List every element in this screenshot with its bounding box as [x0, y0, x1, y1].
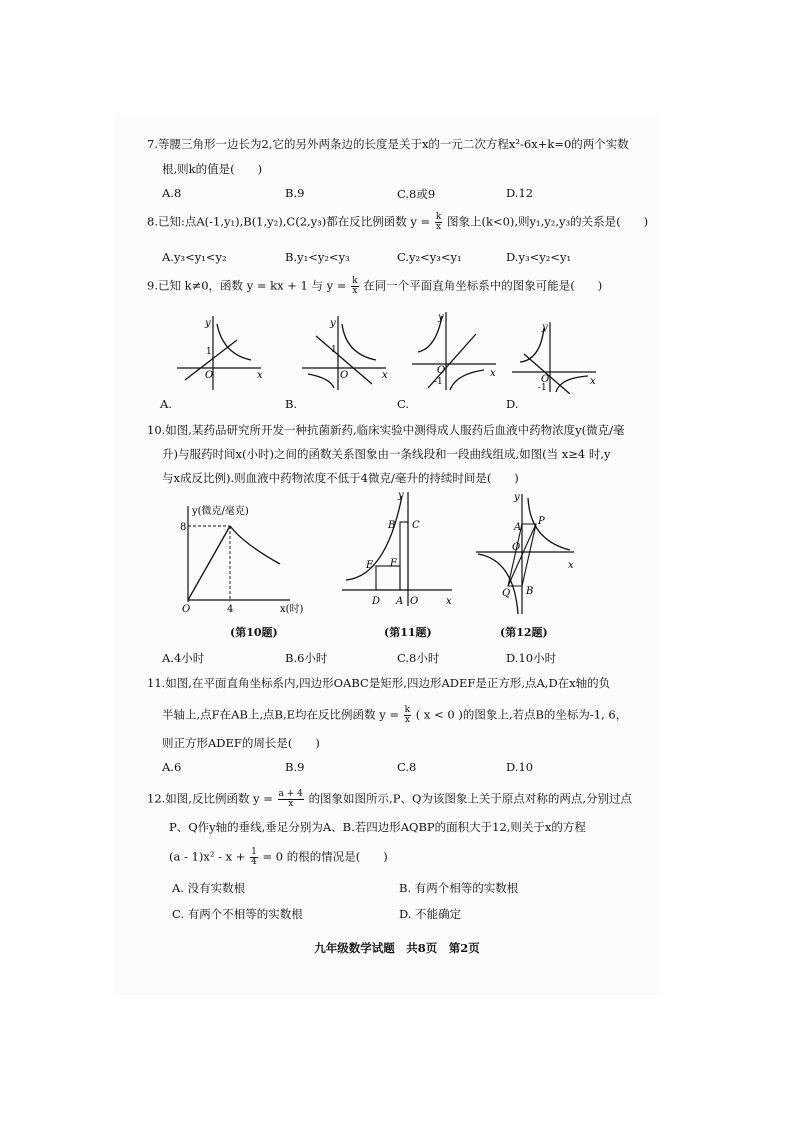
- fig11-caption: (第11题): [384, 626, 432, 639]
- q7-option-c[interactable]: C.8或9: [397, 187, 436, 201]
- q12-fraction: [278, 790, 304, 809]
- q12-frac2-num: 1: [251, 847, 257, 857]
- q11-line-2-pre: 半轴上,点F在AB上,点B,E均在反比例函数 y =: [162, 707, 399, 722]
- q10-line-1: 10.如图,某药品研究所开发一种抗菌新药,临床实验中测得成人服药后血液中药物浓度y(微克/毫: [147, 423, 625, 437]
- label-d: D: [372, 596, 381, 607]
- fig10-caption: (第10题): [230, 626, 278, 639]
- label-o: O: [410, 596, 419, 607]
- label-y: y: [398, 490, 404, 501]
- q12-option-c[interactable]: C. 有两个不相等的实数根: [172, 907, 303, 921]
- label-x: x: [446, 596, 452, 607]
- fig10-origin: O: [182, 604, 191, 615]
- label-x: x: [568, 560, 574, 571]
- linear-segment: [188, 526, 230, 600]
- q9-stem-post: 在同一个平面直角坐标系中的图象可能是( ): [363, 278, 603, 293]
- square-adef: [376, 566, 400, 590]
- y-label: y: [330, 318, 336, 329]
- q10-option-a[interactable]: A.4小时: [162, 651, 205, 665]
- q9-frac-num: k: [352, 276, 358, 286]
- hyperbola-branch-2: [308, 374, 334, 388]
- q11-line-1: 11.如图,在平面直角坐标系内,四边形OABC是矩形,四边形ADEF是正方形,点A,D在x轴的负: [147, 676, 611, 690]
- q12-frac-num: a + 4: [278, 789, 303, 799]
- figure-11: [340, 486, 465, 616]
- y-label: y: [542, 322, 548, 333]
- q7-option-a[interactable]: A.8: [162, 186, 182, 200]
- q11-fraction: [404, 706, 411, 725]
- label-b: B: [526, 586, 534, 597]
- figure-12: [474, 488, 586, 618]
- label-e: E: [366, 560, 374, 571]
- q12-option-b[interactable]: B. 有两个相等的实数根: [399, 881, 519, 895]
- label-y: y: [514, 492, 520, 503]
- q8-frac-den: x: [436, 222, 442, 232]
- q9-fraction: [351, 277, 358, 296]
- q8-option-b[interactable]: B.y₁<y₂<y₃: [285, 250, 350, 264]
- q11-frac-num: k: [404, 705, 411, 715]
- q11-line-3: 则正方形ADEF的周长是( ): [162, 736, 320, 750]
- rectangle-oabc: [400, 522, 408, 590]
- x-label: x: [590, 376, 596, 387]
- q9-stem-pre: 9.已知 k≠0，函数 y = kx + 1 与 y =: [147, 278, 347, 293]
- label-a: A: [514, 522, 522, 533]
- q12-line-2: P、Q作y轴的垂线,垂足分别为A、B.若四边形AQBP的面积大于12,则关于x的方程: [169, 820, 586, 834]
- q10-option-d[interactable]: D.10小时: [506, 651, 557, 665]
- q9-graph-a: [175, 312, 265, 392]
- tick-label: -1: [538, 383, 547, 393]
- q12-line-3-post: = 0 的根的情况是( ): [262, 849, 388, 864]
- x-label: x: [490, 368, 496, 379]
- q9-option-a[interactable]: A.: [160, 397, 172, 411]
- label-a: A: [396, 596, 404, 607]
- q9-graph-d: [510, 318, 600, 394]
- q12-line-1: [147, 790, 632, 809]
- q9-option-b[interactable]: B.: [285, 397, 298, 411]
- label-q: Q: [502, 588, 511, 599]
- hyperbola-branch-1: [520, 328, 544, 362]
- q8-option-d[interactable]: D.y₃<y₂<y₁: [506, 250, 572, 264]
- tick-label: 1: [331, 345, 337, 355]
- y-label: y: [205, 318, 211, 329]
- q12-option-d[interactable]: D. 不能确定: [399, 907, 462, 921]
- label-c: C: [412, 520, 420, 531]
- q9-graph-b: [300, 312, 390, 392]
- q11-frac-den: x: [404, 715, 410, 725]
- q9-stem: [147, 277, 602, 296]
- q10-option-b[interactable]: B.6小时: [285, 651, 328, 665]
- q11-option-c[interactable]: C.8: [397, 760, 417, 774]
- q8-stem-pre: 8.已知:点A(-1,y₁),B(1,y₂),C(2,y₃)都在反比例函数 y =: [147, 214, 431, 229]
- q8-option-c[interactable]: C.y₂<y₃<y₁: [397, 250, 462, 264]
- q10-option-c[interactable]: C.8小时: [397, 651, 440, 665]
- fig10-y-label: y(微克/毫克): [192, 506, 249, 517]
- label-o: O: [512, 542, 521, 553]
- q11-option-d[interactable]: D.10: [506, 760, 534, 774]
- x-label: x: [257, 370, 263, 381]
- label-p: P: [538, 516, 545, 527]
- q8-option-a[interactable]: A.y₃<y₁<y₂: [162, 250, 227, 264]
- origin-label: O: [541, 374, 550, 385]
- fig10-y-tick: 8: [180, 522, 187, 533]
- q8-stem: [147, 213, 648, 232]
- hyperbola-branch-2: [556, 376, 588, 392]
- q12-line-3-pre: (a - 1)x² - x +: [169, 849, 246, 864]
- q7-option-b[interactable]: B.9: [285, 186, 305, 200]
- q12-line-1-pre: 12.如图,反比例函数 y =: [147, 791, 273, 806]
- q9-graph-c: [410, 308, 500, 392]
- q9-frac-den: x: [352, 286, 358, 296]
- q9-option-d[interactable]: D.: [506, 397, 519, 411]
- q11-option-a[interactable]: A.6: [162, 760, 182, 774]
- origin-label: O: [340, 370, 349, 381]
- figure-10: [172, 494, 322, 619]
- q12-frac2-den: 4: [251, 857, 257, 867]
- page-footer: 九年级数学试题 共8页 第2页: [314, 941, 480, 955]
- tick-label: -1: [434, 377, 443, 387]
- y-label: y: [438, 312, 444, 323]
- q7-line-2: 根,则k的值是( ): [162, 162, 263, 176]
- q11-line-2: [162, 706, 627, 725]
- hyperbola-branch-2: [450, 370, 484, 390]
- q7-option-d[interactable]: D.12: [506, 186, 534, 200]
- q8-frac-num: k: [435, 212, 442, 222]
- q10-line-2: 升)与服药时间x(小时)之间的函数关系图象由一条线段和一段曲线组成,如图(当 x≥4 时,y: [162, 447, 611, 461]
- fig12-caption: (第12题): [500, 626, 548, 639]
- label-b: B: [388, 520, 396, 531]
- q12-option-a[interactable]: A. 没有实数根: [172, 881, 246, 895]
- label-f: F: [390, 558, 397, 569]
- q8-stem-post: 图象上(k<0),则y₁,y₂,y₃的关系是( ): [446, 214, 649, 229]
- hyperbola-branch-1: [342, 324, 376, 360]
- origin-label: O: [437, 365, 446, 376]
- q10-line-3: 与x成反比例).则血液中药物浓度不低于4微克/毫升的持续时间是( ): [162, 471, 519, 485]
- fig10-x-label: x(时): [280, 604, 304, 615]
- q12-line-3: [169, 848, 388, 867]
- q11-line-2-post: ( x < 0 )的图象上,若点B的坐标为-1, 6，: [415, 707, 628, 722]
- fig10-x-tick: 4: [227, 604, 234, 615]
- inverse-curve: [230, 526, 280, 564]
- origin-label: O: [205, 370, 214, 381]
- q9-option-c[interactable]: C.: [397, 397, 410, 411]
- q12-frac-den: x: [288, 799, 294, 809]
- tick-label: 1: [206, 347, 212, 357]
- q12-fraction-2: [250, 848, 258, 867]
- hyperbola-branch-2: [478, 554, 518, 614]
- q12-line-1-post: 的图象如图所示,P、Q为该图象上关于原点对称的两点,分别过点: [308, 791, 633, 806]
- q7-line-1: 7.等腰三角形一边长为2,它的另外两条边的长度是关于x的一元二次方程x²-6x+k=0的两个实数: [147, 137, 629, 151]
- x-label: x: [382, 370, 388, 381]
- q11-option-b[interactable]: B.9: [285, 760, 305, 774]
- q8-fraction: [435, 213, 442, 232]
